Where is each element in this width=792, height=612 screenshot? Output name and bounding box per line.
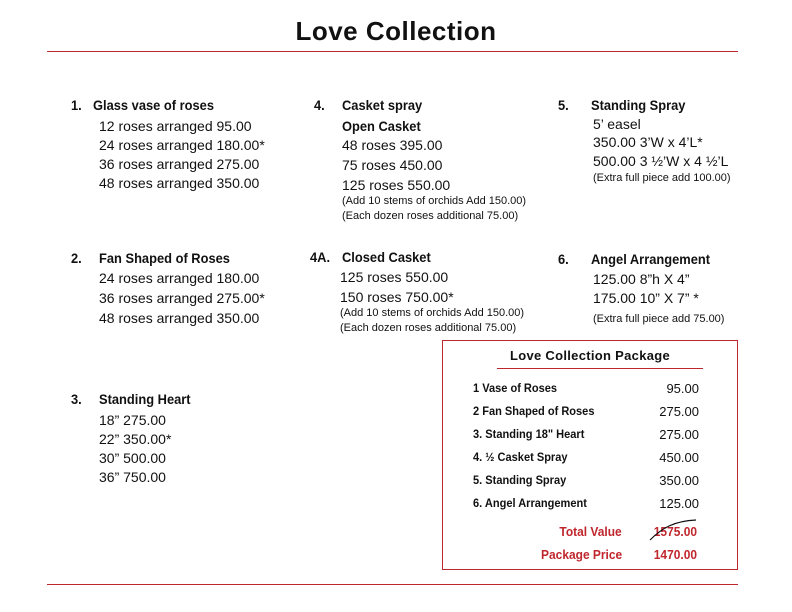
package-price-amount: 1470.00 bbox=[653, 547, 697, 562]
item-subheading: Open Casket bbox=[342, 118, 421, 134]
item-heading: Casket spray bbox=[342, 97, 423, 113]
item-heading: Standing Heart bbox=[99, 391, 191, 407]
item-note: (Each dozen roses additional 75.00) bbox=[340, 322, 517, 334]
package-row-label: 1 Vase of Roses bbox=[473, 381, 558, 395]
package-title-underline bbox=[497, 368, 703, 369]
strikethrough-mark bbox=[648, 518, 700, 544]
top-divider bbox=[47, 51, 738, 52]
item-heading: Standing Spray bbox=[591, 97, 686, 113]
item-note: (Extra full piece add 75.00) bbox=[593, 313, 725, 325]
package-row-label: 3. Standing 18" Heart bbox=[473, 427, 585, 441]
item-line: 350.00 3’W x 4’L* bbox=[593, 134, 703, 150]
package-row-label: 6. Angel Arrangement bbox=[473, 496, 587, 510]
item-line: 125 roses 550.00 bbox=[342, 177, 451, 193]
item-number: 6. bbox=[558, 251, 569, 267]
item-line: 48 roses arranged 350.00 bbox=[99, 310, 260, 326]
item-heading: Glass vase of roses bbox=[93, 97, 215, 113]
item-heading: Fan Shaped of Roses bbox=[99, 250, 230, 266]
package-price-label: Package Price bbox=[540, 547, 622, 562]
package-row-price: 275.00 bbox=[659, 404, 699, 419]
package-row-price: 450.00 bbox=[659, 450, 699, 465]
item-line: 12 roses arranged 95.00 bbox=[99, 118, 252, 134]
item-line: 75 roses 450.00 bbox=[342, 157, 443, 173]
item-heading: Angel Arrangement bbox=[591, 251, 711, 267]
package-title: Love Collection Package bbox=[509, 348, 671, 363]
item-line: 500.00 3 ½’W x 4 ½’L bbox=[593, 153, 729, 169]
item-line: 22” 350.00* bbox=[99, 431, 172, 447]
item-line: 175.00 10” X 7” * bbox=[593, 290, 699, 306]
item-line: 24 roses arranged 180.00 bbox=[99, 270, 260, 286]
item-number: 1. bbox=[71, 97, 82, 113]
item-number: 2. bbox=[71, 250, 82, 266]
item-line: 125 roses 550.00 bbox=[340, 269, 449, 285]
package-row-price: 125.00 bbox=[659, 496, 699, 511]
item-line: 30” 500.00 bbox=[99, 450, 166, 466]
item-line: 24 roses arranged 180.00* bbox=[99, 137, 265, 153]
item-number: 3. bbox=[71, 391, 82, 407]
item-note: (Each dozen roses additional 75.00) bbox=[342, 210, 519, 222]
item-line: 5’ easel bbox=[593, 116, 641, 132]
item-note: (Add 10 stems of orchids Add 150.00) bbox=[340, 307, 525, 319]
item-number: 4A. bbox=[310, 249, 331, 265]
item-note: (Add 10 stems of orchids Add 150.00) bbox=[342, 195, 527, 207]
item-line: 36 roses arranged 275.00* bbox=[99, 290, 265, 306]
item-line: 36” 750.00 bbox=[99, 469, 166, 485]
item-number: 5. bbox=[558, 97, 569, 113]
package-row-price: 350.00 bbox=[659, 473, 699, 488]
package-row-label: 5. Standing Spray bbox=[473, 473, 567, 487]
package-row-label: 2 Fan Shaped of Roses bbox=[473, 404, 595, 418]
package-row-price: 95.00 bbox=[666, 381, 699, 396]
item-number: 4. bbox=[314, 97, 325, 113]
package-row-price: 275.00 bbox=[659, 427, 699, 442]
package-row-label: 4. ½ Casket Spray bbox=[473, 450, 568, 464]
page-title: Love Collection bbox=[295, 16, 497, 46]
item-line: 48 roses 395.00 bbox=[342, 137, 443, 153]
item-line: 18” 275.00 bbox=[99, 412, 166, 428]
bottom-divider bbox=[47, 584, 738, 585]
item-heading: Closed Casket bbox=[342, 249, 431, 265]
item-line: 48 roses arranged 350.00 bbox=[99, 175, 260, 191]
item-note: (Extra full piece add 100.00) bbox=[593, 172, 731, 184]
total-value-label: Total Value bbox=[559, 524, 622, 539]
item-line: 125.00 8”h X 4” bbox=[593, 271, 690, 287]
item-line: 36 roses arranged 275.00 bbox=[99, 156, 260, 172]
total-value-amount: 1575.00 bbox=[653, 524, 697, 539]
item-line: 150 roses 750.00* bbox=[340, 289, 454, 305]
